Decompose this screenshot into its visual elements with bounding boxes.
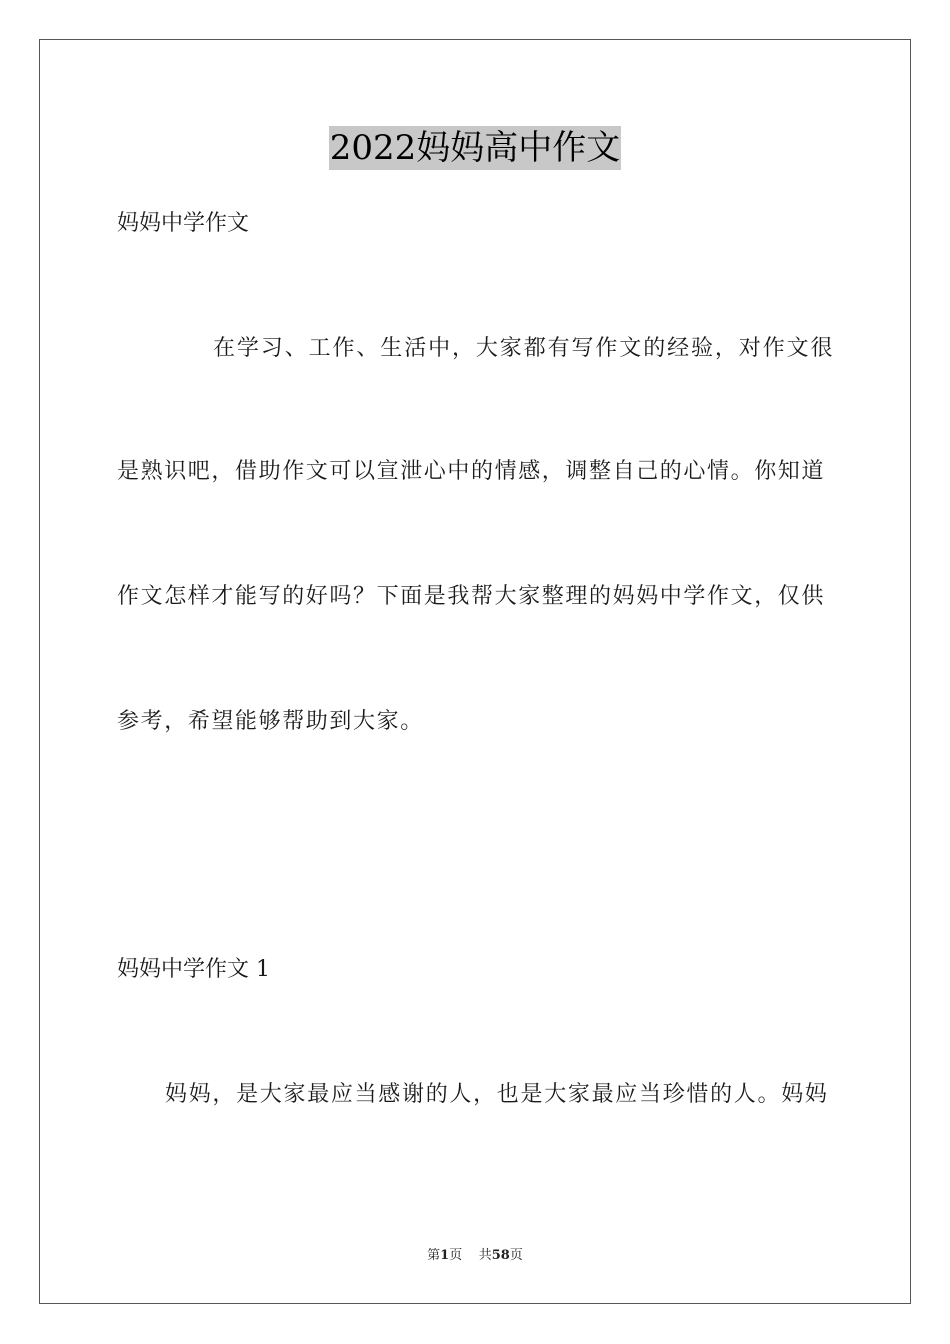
- footer-page-number: 1: [440, 1248, 450, 1263]
- page-footer: [0, 1247, 950, 1265]
- footer-total-pages: 58: [491, 1248, 510, 1263]
- section-line-1: 妈妈，是大家最应当感谢的人，也是大家最应当珍惜的人。妈妈: [165, 1082, 829, 1107]
- footer-total-suffix: 页: [509, 1248, 523, 1263]
- section-heading: 妈妈中学作文 1: [117, 957, 270, 982]
- intro-line-4: 参考，希望能够帮助到大家。: [117, 709, 424, 734]
- document-title: 2022妈妈高中作文: [329, 128, 621, 168]
- intro-line-2: 是熟识吧，借助作文可以宣泄心中的情感，调整自己的心情。你知道: [117, 459, 826, 484]
- title-container: [0, 126, 950, 170]
- footer-total-prefix: 共: [478, 1248, 492, 1263]
- footer-page-prefix: 第: [427, 1248, 441, 1263]
- footer-page-suffix: 页: [449, 1248, 463, 1263]
- intro-line-1-text: 在学习、工作、生活中，大家都有写作文的经验，对作文很: [213, 336, 835, 361]
- subtitle: 妈妈中学作文: [117, 211, 250, 236]
- intro-line-1: [213, 334, 833, 364]
- intro-line-3: 作文怎样才能写的好吗？下面是我帮大家整理的妈妈中学作文，仅供: [117, 584, 826, 609]
